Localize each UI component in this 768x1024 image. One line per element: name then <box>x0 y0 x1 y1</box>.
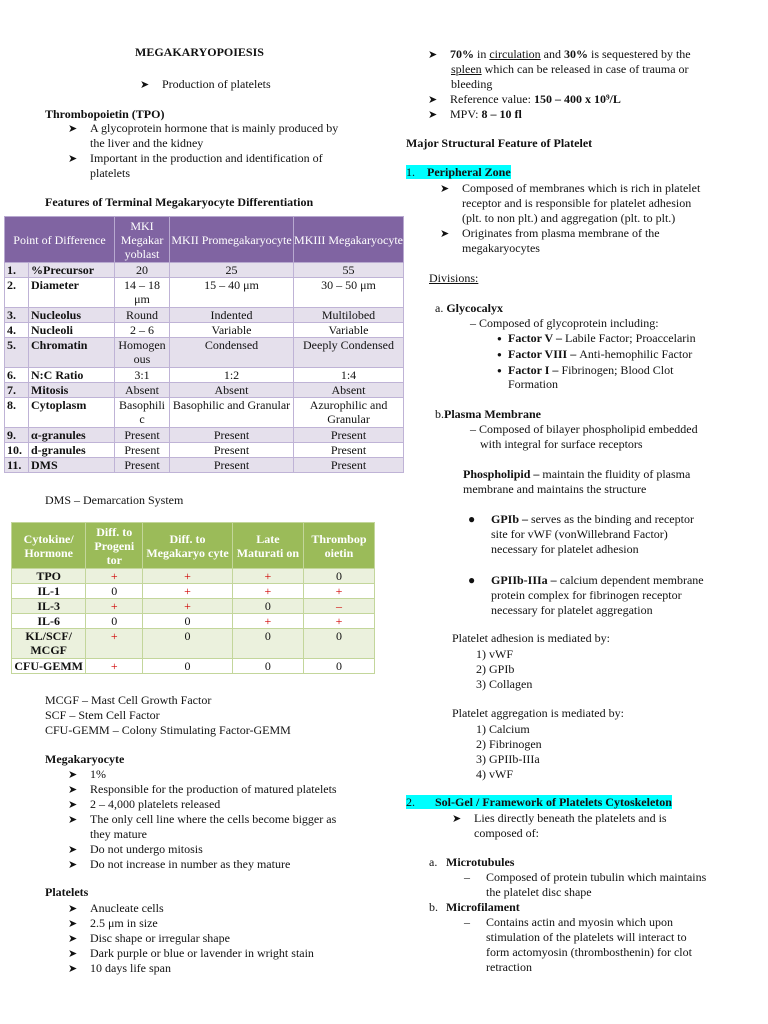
glycocalyx-heading: a. Glycocalyx <box>435 301 503 315</box>
phospholipid-line: membrane and maintains the structure <box>463 482 647 496</box>
differentiation-table <box>4 216 404 473</box>
factor-name: Factor V – <box>508 331 565 345</box>
gpiib-line: necessary for platelet aggregation <box>491 603 653 617</box>
table-cell: Absent <box>294 383 404 398</box>
arrow-icon: ➤ <box>68 799 78 811</box>
dash-icon: – <box>464 870 470 884</box>
row-label: N:C Ratio <box>29 368 115 383</box>
table1-title: Features of Terminal Megakaryocyte Differentiation <box>45 195 314 209</box>
table-cell: Absent <box>115 383 170 398</box>
table-header: Diff. to Progeni tor <box>86 523 143 569</box>
table-row <box>12 659 375 674</box>
row-label: KL/SCF/ MCGF <box>12 629 86 659</box>
table-cell: + <box>143 584 233 599</box>
microfilament-text: retraction <box>486 960 532 974</box>
table-cell: 0 <box>143 629 233 659</box>
item-text: Do not undergo mitosis <box>90 842 203 856</box>
table-row <box>5 308 404 323</box>
table-row <box>5 278 404 308</box>
table-cell: + <box>86 659 143 674</box>
bullet-icon: ● <box>468 512 476 526</box>
row-label: Nucleolus <box>29 308 115 323</box>
gpiib-line: protein complex for fibrinogen receptor <box>491 588 682 602</box>
table-row <box>12 569 375 584</box>
table-row <box>12 614 375 629</box>
table-cell: 0 <box>232 629 303 659</box>
table-cell: Present <box>170 443 294 458</box>
table-cell: Azurophilic and Granular <box>294 398 404 428</box>
tpo-item: ➤ Important in the production and identification of <box>68 151 323 165</box>
table-cell: – <box>303 599 374 614</box>
page-title: MEGAKARYOPOIESIS <box>135 45 264 59</box>
row-label: %Precursor <box>29 263 115 278</box>
sol-gel-item-cont: composed of: <box>474 826 539 840</box>
table-cell: Present <box>294 428 404 443</box>
microfilament-heading: b. Microfilament <box>429 900 520 914</box>
item-text: 2.5 μm in size <box>90 916 158 930</box>
row-number: 8. <box>5 398 29 428</box>
table-cell: + <box>232 614 303 629</box>
factor-cont: Formation <box>508 377 558 391</box>
row-label: Chromatin <box>29 338 115 368</box>
table-cell: Indented <box>170 308 294 323</box>
arrow-icon: ➤ <box>68 963 78 975</box>
row-label: Cytoplasm <box>29 398 115 428</box>
row-label: TPO <box>12 569 86 584</box>
item-text: they mature <box>90 827 147 841</box>
row-number: 1. <box>5 263 29 278</box>
item-text: 10 days life span <box>90 961 171 975</box>
table-cell: + <box>232 569 303 584</box>
table-cell: Condensed <box>170 338 294 368</box>
table-cell: Basophilic and Granular <box>170 398 294 428</box>
row-number: 5. <box>5 338 29 368</box>
adhesion-item: 2) GPIb <box>476 662 515 676</box>
megakaryocyte-item <box>68 857 290 873</box>
table-cell: 14 – 18 μm <box>115 278 170 308</box>
arrow-icon: ➤ <box>440 183 450 195</box>
platelet-item <box>68 961 171 977</box>
table-cell: 0 <box>86 584 143 599</box>
arrow-icon: ➤ <box>68 918 78 930</box>
table-cell: + <box>143 569 233 584</box>
reference-value: ➤ Reference value: 150 – 400 x 10⁹/L <box>428 92 621 106</box>
row-label: α-granules <box>29 428 115 443</box>
microtubules-text: the platelet disc shape <box>486 885 592 899</box>
row-label: Mitosis <box>29 383 115 398</box>
item-text: The only cell line where the cells become bigger as <box>90 812 337 826</box>
arrow-icon: ➤ <box>68 948 78 960</box>
table-cell: Present <box>115 428 170 443</box>
microfilament-text: stimulation of the platelets will interact to <box>486 930 687 944</box>
table-cell: + <box>303 584 374 599</box>
table-row <box>5 368 404 383</box>
table-cell: Round <box>115 308 170 323</box>
row-number: 2. <box>5 278 29 308</box>
tpo-item-cont: the liver and the kidney <box>90 136 204 150</box>
item-text: 2 – 4,000 platelets released <box>90 797 221 811</box>
cytokine-table <box>11 522 375 674</box>
item-text: 1% <box>90 767 106 781</box>
megakaryocyte-item <box>68 842 203 858</box>
arrow-icon: ➤ <box>440 228 450 240</box>
arrow-icon: ➤ <box>68 903 78 915</box>
table-cell: Present <box>170 428 294 443</box>
abbrev-line: SCF – Stem Cell Factor <box>45 708 160 722</box>
arrow-icon: ➤ <box>68 814 78 826</box>
table-cell: + <box>303 614 374 629</box>
bullet-icon: ● <box>497 350 502 359</box>
item-text: Do not increase in number as they mature <box>90 857 291 871</box>
table-cell: Present <box>294 443 404 458</box>
adhesion-item: 3) Collagen <box>476 677 533 691</box>
arrow-icon: ➤ <box>68 933 78 945</box>
plasma-membrane-heading: b.Plasma Membrane <box>435 407 541 421</box>
row-label: d-granules <box>29 443 115 458</box>
row-number: 6. <box>5 368 29 383</box>
gpib-line: necessary for platelet adhesion <box>491 542 639 556</box>
dms-note: DMS – Demarcation System <box>45 493 184 507</box>
tpo-item: ➤ A glycoprotein hormone that is mainly produced by <box>68 121 339 135</box>
table-cell: 0 <box>143 614 233 629</box>
pz-item-cont: megakaryocytes <box>462 241 540 255</box>
arrow-icon: ➤ <box>452 813 462 825</box>
row-number: 3. <box>5 308 29 323</box>
abbrev-line: CFU-GEMM – Colony Stimulating Factor-GEMM <box>45 723 291 737</box>
table-row <box>12 599 375 614</box>
table-cell: Present <box>115 443 170 458</box>
microtubules-heading: a. Microtubules <box>429 855 515 869</box>
bullet-icon: ● <box>497 366 502 375</box>
bullet-icon: ● <box>497 334 502 343</box>
sol-gel-item: ➤ Lies directly beneath the platelets and is <box>452 811 667 825</box>
major-heading: Major Structural Feature of Platelet <box>406 136 593 150</box>
table-header: Diff. to Megakaryo cyte <box>143 523 233 569</box>
megakaryocyte-heading: Megakaryocyte <box>45 752 125 766</box>
table-row <box>5 458 404 473</box>
row-label: Nucleoli <box>29 323 115 338</box>
table-cell: Deeply Condensed <box>294 338 404 368</box>
megakaryocyte-item <box>68 767 106 783</box>
aggregation-item: 2) Fibrinogen <box>476 737 542 751</box>
divisions-label: Divisions: <box>429 271 479 285</box>
factor-name: Factor I – <box>508 363 562 377</box>
row-number: 4. <box>5 323 29 338</box>
table-row <box>12 584 375 599</box>
microfilament-text: form actomyosin (thrombosthenin) for clot <box>486 945 692 959</box>
row-label: Diameter <box>29 278 115 308</box>
item-text: Disc shape or irregular shape <box>90 931 230 945</box>
table-cell: 55 <box>294 263 404 278</box>
table-cell: 2 – 6 <box>115 323 170 338</box>
table-cell: 3:1 <box>115 368 170 383</box>
table-cell: 0 <box>232 659 303 674</box>
table-cell: 0 <box>303 629 374 659</box>
arrow-icon: ➤ <box>68 123 78 135</box>
arrow-icon: ➤ <box>68 769 78 781</box>
table-header: Thrombop oietin <box>303 523 374 569</box>
factor-name: Factor VIII – <box>508 347 580 361</box>
table-row <box>5 383 404 398</box>
arrow-icon: ➤ <box>428 94 438 106</box>
row-number: 7. <box>5 383 29 398</box>
table-cell: Basophili c <box>115 398 170 428</box>
table-header: Late Maturati on <box>232 523 303 569</box>
table-cell: + <box>143 599 233 614</box>
pz-item: ➤ Composed of membranes which is rich in platelet <box>440 181 701 195</box>
arrow-icon: ➤ <box>428 49 438 61</box>
table-cell: 20 <box>115 263 170 278</box>
table-cell: 0 <box>143 659 233 674</box>
factor-item <box>508 347 692 362</box>
table-cell: Present <box>294 458 404 473</box>
pm-desc: with integral for surface receptors <box>480 437 643 451</box>
table-row <box>5 263 404 278</box>
abbrev-line: MCGF – Mast Cell Growth Factor <box>45 693 212 707</box>
row-label: IL-1 <box>12 584 86 599</box>
gpib-line: GPIb – serves as the binding and receptor <box>491 512 694 526</box>
table-cell: 0 <box>303 659 374 674</box>
arrow-icon: ➤ <box>68 784 78 796</box>
row-number: 9. <box>5 428 29 443</box>
table-row <box>5 443 404 458</box>
peripheral-zone-heading: 1. Peripheral Zone <box>406 165 511 179</box>
distribution-item-cont: bleeding <box>451 77 493 91</box>
gpiib-line: GPIIb-IIIa – calcium dependent membrane <box>491 573 704 587</box>
table-header: MKII Promegakaryocyte <box>170 217 294 263</box>
adhesion-item: 1) vWF <box>476 647 513 661</box>
table-cell: 0 <box>232 599 303 614</box>
platelet-item <box>68 916 158 932</box>
item-text: Responsible for the production of matured platelets <box>90 782 337 796</box>
distribution-item-cont: spleen which can be released in case of trauma or <box>451 62 689 76</box>
adhesion-heading: Platelet adhesion is mediated by: <box>452 631 610 645</box>
pm-desc: – Composed of bilayer phospholipid embedded <box>470 422 698 436</box>
table-cell: 1:2 <box>170 368 294 383</box>
platelet-item <box>68 946 314 962</box>
table-cell: Present <box>170 458 294 473</box>
arrow-icon: ➤ <box>68 844 78 856</box>
row-label: CFU-GEMM <box>12 659 86 674</box>
table-cell: 30 – 50 μm <box>294 278 404 308</box>
microfilament-text: Contains actin and myosin which upon <box>486 915 673 929</box>
subtitle-line: ➤ Production of platelets <box>140 77 271 91</box>
aggregation-item: 4) vWF <box>476 767 513 781</box>
factor-desc: Anti-hemophilic Factor <box>579 347 693 361</box>
table-row <box>12 629 375 659</box>
table-header: Cytokine/ Hormone <box>12 523 86 569</box>
item-text: Dark purple or blue or lavender in wright stain <box>90 946 314 960</box>
row-label: DMS <box>29 458 115 473</box>
arrow-icon: ➤ <box>428 109 438 121</box>
arrow-icon: ➤ <box>140 79 150 91</box>
platelet-item <box>68 931 230 947</box>
table-cell: 25 <box>170 263 294 278</box>
platelets-heading: Platelets <box>45 885 89 899</box>
row-number: 11. <box>5 458 29 473</box>
mpv-value: ➤ MPV: 8 – 10 fl <box>428 107 522 121</box>
gpib-line: site for vWF (vonWillebrand Factor) <box>491 527 668 541</box>
table-cell: Variable <box>294 323 404 338</box>
megakaryocyte-item <box>68 782 337 798</box>
table-cell: Present <box>115 458 170 473</box>
table-header: MKIII Megakaryocyte <box>294 217 404 263</box>
table-cell: 15 – 40 μm <box>170 278 294 308</box>
arrow-icon: ➤ <box>68 153 78 165</box>
table-cell: Absent <box>170 383 294 398</box>
aggregation-heading: Platelet aggregation is mediated by: <box>452 706 624 720</box>
table-cell: + <box>86 599 143 614</box>
tpo-item-cont: platelets <box>90 166 130 180</box>
table-row <box>5 398 404 428</box>
glycocalyx-desc: – Composed of glycoprotein including: <box>470 316 659 330</box>
platelet-item <box>68 901 164 917</box>
distribution-item: ➤ 70% in circulation and 30% is sequestered by the <box>428 47 691 61</box>
pz-item: ➤ Originates from plasma membrane of the <box>440 226 660 240</box>
factor-desc: Fibrinogen; Blood Clot <box>561 363 674 377</box>
row-label: IL-6 <box>12 614 86 629</box>
aggregation-item: 3) GPIIb-IIIa <box>476 752 540 766</box>
factor-item <box>508 331 696 346</box>
row-number: 10. <box>5 443 29 458</box>
megakaryocyte-item-cont <box>90 827 147 842</box>
table-cell: + <box>86 629 143 659</box>
item-text: Anucleate cells <box>90 901 164 915</box>
table-cell: + <box>86 569 143 584</box>
phospholipid-line: Phospholipid – maintain the fluidity of plasma <box>463 467 691 481</box>
pz-item-cont: receptor and is responsible for platelet adhesion <box>462 196 692 210</box>
table-header: MKI Megakar yoblast <box>115 217 170 263</box>
factor-item <box>508 363 673 378</box>
factor-desc: Labile Factor; Proaccelarin <box>565 331 696 345</box>
table-cell: Variable <box>170 323 294 338</box>
tpo-heading: Thrombopoietin (TPO) <box>45 107 165 121</box>
table-cell: + <box>232 584 303 599</box>
table-cell: Homogen ous <box>115 338 170 368</box>
bullet-icon: ● <box>468 573 476 587</box>
table-cell: 0 <box>86 614 143 629</box>
microtubules-text: Composed of protein tubulin which maintains <box>486 870 707 884</box>
table-row <box>5 428 404 443</box>
pz-item-cont: (plt. to non plt.) and aggregation (plt. to plt.) <box>462 211 676 225</box>
table-cell: Multilobed <box>294 308 404 323</box>
table-header: Point of Difference <box>5 217 115 263</box>
table-row <box>5 338 404 368</box>
sol-gel-heading: 2. Sol-Gel / Framework of Platelets Cytoskeleton <box>406 795 672 809</box>
table-cell: 0 <box>303 569 374 584</box>
arrow-icon: ➤ <box>68 859 78 871</box>
megakaryocyte-item <box>68 797 220 813</box>
dash-icon: – <box>464 915 470 929</box>
megakaryocyte-item <box>68 812 336 828</box>
table-row <box>5 323 404 338</box>
aggregation-item: 1) Calcium <box>476 722 530 736</box>
row-label: IL-3 <box>12 599 86 614</box>
table-cell: 1:4 <box>294 368 404 383</box>
